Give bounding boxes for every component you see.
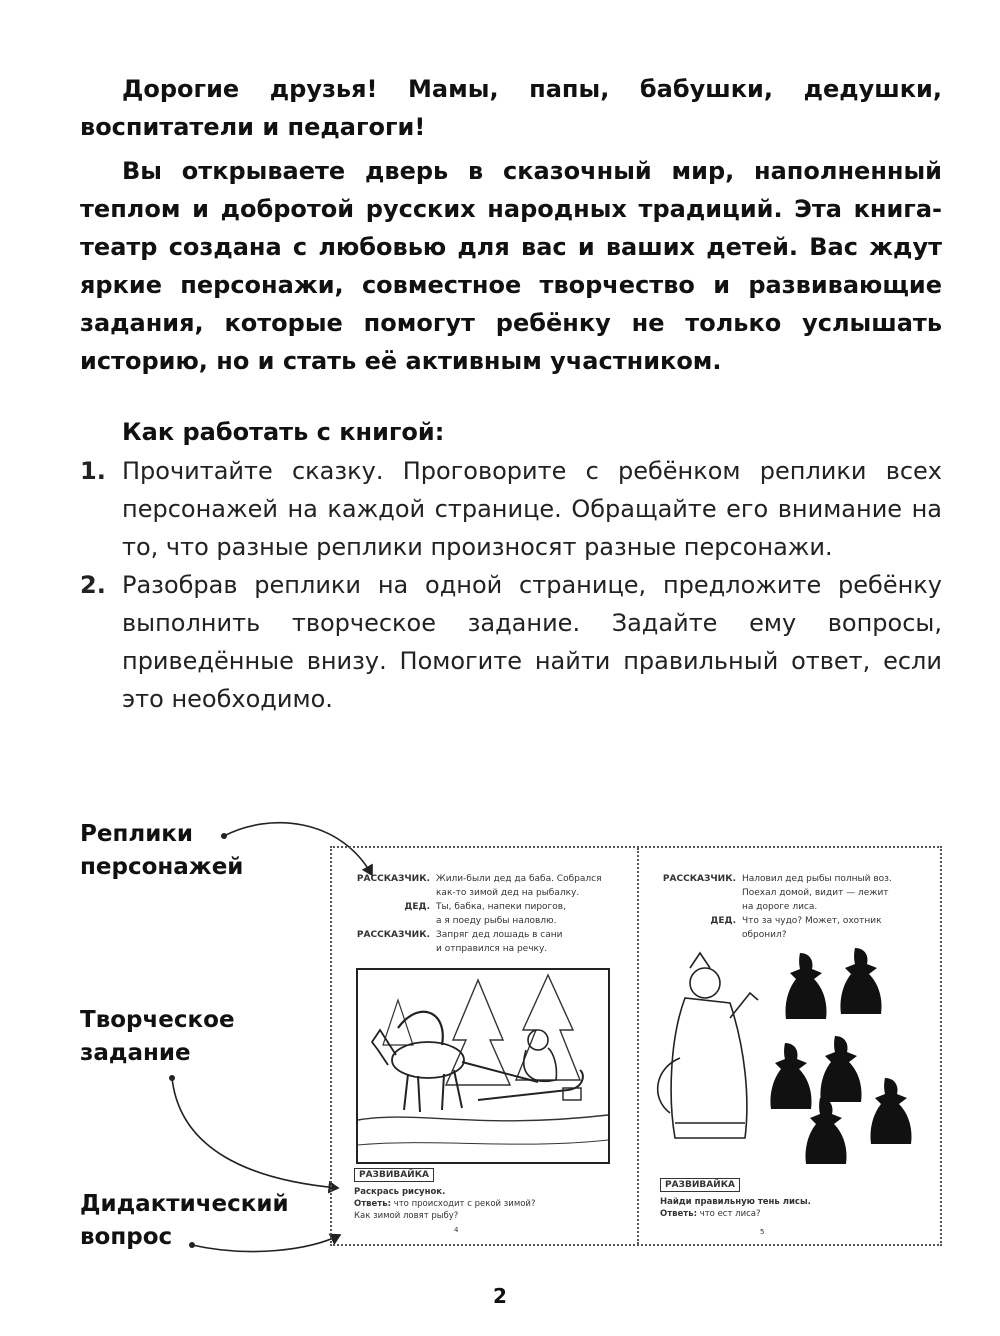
answer-line <box>660 1208 930 1220</box>
step-text: Прочитайте сказку. Проговорите с ребёнком реплики всех персонажей на каждой странице. Обращайте его внимание на то, что разные реплики произносят разные персонажи. <box>122 457 942 561</box>
label-replicas: Реплики персонажей <box>80 821 244 880</box>
speaker-label: ДЕД. <box>404 902 430 912</box>
intro-paragraph: Вы открываете дверь в сказочный мир, наполненный теплом и добротой русских народных традиций. Эта книга-театр создана с любовью для вас и ваших детей. Вас ждут яркие персонажи, совместное творчество и развивающие задания, которые помогут ребёнку не только услышать историю, но и стать её активным участником. <box>80 157 942 375</box>
replica-text: Поехал домой, видит — лежит <box>742 888 889 898</box>
replica-text: Что за чудо? Может, охотник <box>742 916 882 926</box>
answer-label: Ответь: <box>660 1209 697 1219</box>
task-text <box>660 1196 930 1220</box>
replica-text: Жили-были дед да баба. Собрался <box>436 874 602 884</box>
replica-text: обронил? <box>742 930 787 940</box>
replica-text: Наловил дед рыбы полный воз. <box>742 874 892 884</box>
razvivayka-badge: РАЗВИВАЙКА <box>660 1178 740 1192</box>
howto-title: Как работать с книгой: <box>122 418 445 446</box>
replica-text: а я поеду рыбы наловлю. <box>436 916 557 926</box>
arrow-creative <box>169 1075 338 1188</box>
label-creative: Творческое задание <box>80 1007 235 1066</box>
step-number: 1. <box>80 457 106 485</box>
fox-shadows-illustration <box>650 948 940 1168</box>
sleigh-scene-illustration <box>358 970 608 1162</box>
arrow-didactic <box>189 1235 340 1252</box>
greeting-paragraph: Дорогие друзья! Мамы, папы, бабушки, дедушки, воспитатели и педагоги! <box>80 75 942 141</box>
coloring-picture <box>356 968 610 1164</box>
answer-question: что ест лиса? <box>699 1209 761 1219</box>
replica-text: и отправился на речку. <box>436 944 548 954</box>
dialogue-block <box>340 872 630 956</box>
task-title: Раскрась рисунок. <box>354 1187 446 1197</box>
speaker-label: ДЕД. <box>710 916 736 926</box>
speaker-label: РАССКАЗЧИК. <box>662 874 736 884</box>
book-spread-preview <box>330 846 942 1246</box>
shadow-silhouettes <box>770 948 911 1164</box>
step-text: Разобрав реплики на одной странице, предложите ребёнку выполнить творческое задание. Задайте ему вопросы, приведённые внизу. Помогите найти правильный ответ, если это необходимо. <box>122 571 942 713</box>
replica-text: как-то зимой дед на рыбалку. <box>436 888 580 898</box>
dialogue-block <box>646 872 936 942</box>
label-didactic: Дидактический вопрос <box>80 1191 289 1250</box>
mini-page-left <box>332 848 632 1244</box>
answer-line <box>354 1198 624 1210</box>
answer-question: что происходит с рекой зимой? <box>393 1199 536 1209</box>
page-number: 2 <box>493 1284 507 1308</box>
speaker-label: РАССКАЗЧИК. <box>356 874 430 884</box>
replica-text: на дороге лиса. <box>742 902 818 912</box>
spread-divider <box>637 848 639 1244</box>
fox-figure <box>658 953 758 1138</box>
razvivayka-badge: РАЗВИВАЙКА <box>354 1168 434 1182</box>
step-number: 2. <box>80 571 106 599</box>
mini-page-number: 5 <box>760 1228 765 1236</box>
answer-label: Ответь: <box>354 1199 391 1209</box>
speaker-label: РАССКАЗЧИК. <box>356 930 430 940</box>
replica-text: Ты, бабка, напеки пирогов, <box>436 902 566 912</box>
task-title: Найди правильную тень лисы. <box>660 1197 811 1207</box>
task-text <box>354 1186 624 1222</box>
mini-page-right <box>640 848 940 1244</box>
replica-text: Запряг дед лошадь в сани <box>436 930 563 940</box>
answer-question-2: Как зимой ловят рыбу? <box>354 1211 459 1221</box>
mini-page-number: 4 <box>454 1226 459 1234</box>
